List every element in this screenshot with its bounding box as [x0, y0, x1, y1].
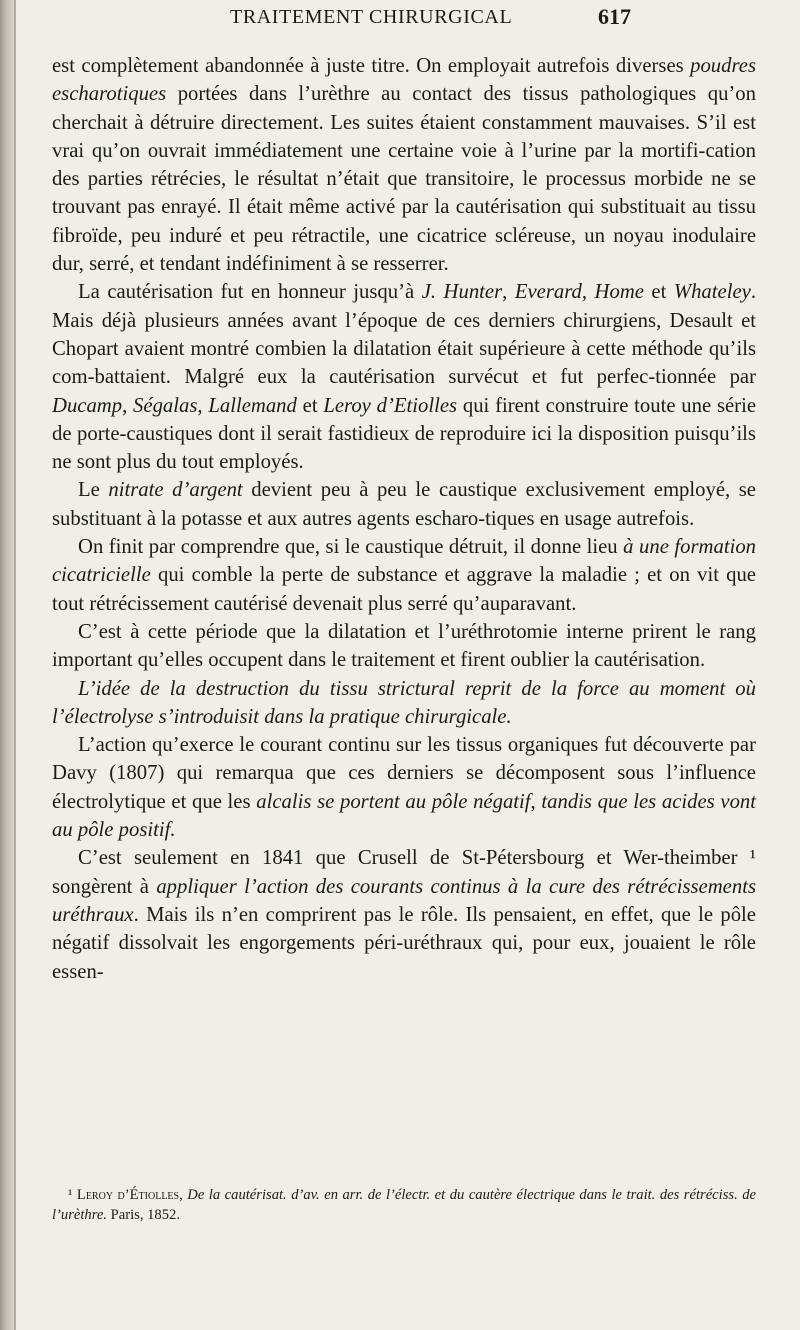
page-header	[230, 0, 770, 36]
text-run: ,	[122, 394, 134, 417]
book-page	[14, 0, 800, 1330]
footnotes	[52, 1185, 756, 1225]
page-number: 617	[598, 4, 631, 29]
text-run: C’est seulement en 1841 que Crusell de St-Pétersbourg et Wer-theimber ¹ songèrent à	[52, 847, 756, 898]
text-run: et	[296, 394, 324, 417]
body-text	[52, 52, 756, 986]
paragraph	[52, 675, 756, 732]
running-title: TRAITEMENT CHIRURGICAL	[230, 6, 513, 28]
text-run: L’action qu’exerce le courant continu sur les tissus organiques fut découverte par Davy (1807) qui remarqua que ces derniers se décomposent sous l’influence électrolytique et que les	[52, 734, 756, 813]
italic-run: L’idée de la destruction du tissu strictural reprit de la force au moment où l’électrolyse s’introduisit dans la pratique chirurgicale.	[52, 677, 756, 728]
italic-run: Lallemand	[208, 394, 297, 417]
text-run: Le	[78, 479, 109, 502]
italic-run: poudres escharotiques	[52, 55, 756, 106]
footnote: ¹ Leroy d’Étiolles, De la cautérisat. d’av. en arr. de l’électr. et du cautère électrique dans le trait. des rétréciss. de l’urèthre. Paris, 1852.	[52, 1187, 757, 1223]
italic-run: J. Hunter	[421, 281, 503, 304]
text-run: est complètement abandonnée à juste titre. On employait autrefois diverses	[52, 55, 691, 77]
italic-run: appliquer l’action des courants continus à la cure des rétrécissements uréthraux	[52, 875, 757, 926]
paragraph	[52, 278, 756, 476]
italic-run: nitrate d’argent	[108, 479, 243, 502]
text-run: ,	[502, 281, 515, 304]
italic-run: Everard	[514, 281, 582, 304]
book-spine-shadow	[0, 0, 14, 1330]
italic-run: Ducamp	[52, 394, 123, 417]
text-run: qui firent construire toute une série de porte-caustiques dont il serait fastidieux de reproduire ici la disposition puisqu’ils ne sont plus du tout employés.	[52, 394, 756, 474]
italic-run: tandis que les acides vont au pôle positif.	[52, 790, 757, 842]
text-run: et	[643, 281, 674, 304]
paragraph	[52, 476, 756, 533]
paragraph	[52, 618, 756, 675]
text-run: ,	[581, 281, 595, 304]
footnote-title: De la cautérisat. d’av. en arr. de l’électr. et du cautère électrique dans le trait. des rétréciss. de l’urèthre.	[52, 1187, 757, 1223]
text-run: portées dans l’urèthre au contact des tissus pathologiques qu’on cherchait à détruire directement. Les suites étaient constamment mauvaises. S’il est vrai qu’on ouvrait immédiatement une certaine voie à l’urine par la mortifi-cation des parties rétrécies, le résultat n’était que transitoire, le processus morbide ne se trouvant pas enrayé. Il était même activé par la cautérisation qui substituait au tissu fibroïde, peu induré et peu rétractile, une cicatrice scléreuse, un noyau inodulaire dur, serré, et tendant indéfiniment à se resserrer.	[52, 83, 756, 276]
italic-run: Home	[594, 281, 644, 304]
text-run: C’est à cette période que la dilatation et l’uréthrotomie interne prirent le rang important qu’elles occupent dans le traitement et firent oublier la cautérisation.	[52, 620, 756, 672]
italic-run: Leroy d’Etiolles	[323, 394, 458, 417]
text-run: devient peu à peu le caustique exclusivement employé, se substituant à la potasse et aux autres agents escharo-tiques en usage autrefois.	[52, 479, 756, 530]
paragraph	[52, 533, 756, 618]
paragraph	[52, 731, 756, 844]
text-run: . Mais déjà plusieurs années avant l’époque de ces derniers chirurgiens, Desault et Chopart avaient montré combien la dilatation était supérieure à cette méthode qu’ils com-battaient. Malgré eux la cautérisation survécut et fut perfec-tionnée par	[52, 281, 756, 389]
italic-run: alcalis se portent au pôle négatif	[256, 790, 531, 813]
footnote-marker: ¹	[68, 1187, 73, 1203]
text-run: On finit par comprendre que, si le caustique détruit, il donne lieu	[78, 536, 624, 559]
paragraph	[52, 52, 756, 278]
text-run: La cautérisation fut en honneur jusqu’à	[78, 281, 422, 304]
text-run: ,	[530, 790, 542, 813]
italic-run: Whateley	[673, 281, 751, 304]
footnote-author: Leroy d’Étiolles	[76, 1187, 180, 1203]
italic-run: à une formation cicatricielle	[52, 536, 757, 587]
paragraph	[52, 844, 756, 985]
footnote-imprint: Paris, 1852.	[110, 1207, 180, 1223]
text-run: . Mais ils n’en comprirent pas le rôle. Ils pensaient, en effet, que le pôle négatif dissolvait les engorgements péri-uréthraux qui, pour eux, jouaient le rôle essen-	[52, 903, 756, 983]
italic-run: Ségalas	[133, 394, 198, 417]
text-run: qui comble la perte de substance et aggrave la maladie ; et on vit que tout rétrécissement cautérisé devenait plus serré qu’auparavant.	[52, 564, 756, 615]
text-run: ,	[197, 394, 209, 417]
